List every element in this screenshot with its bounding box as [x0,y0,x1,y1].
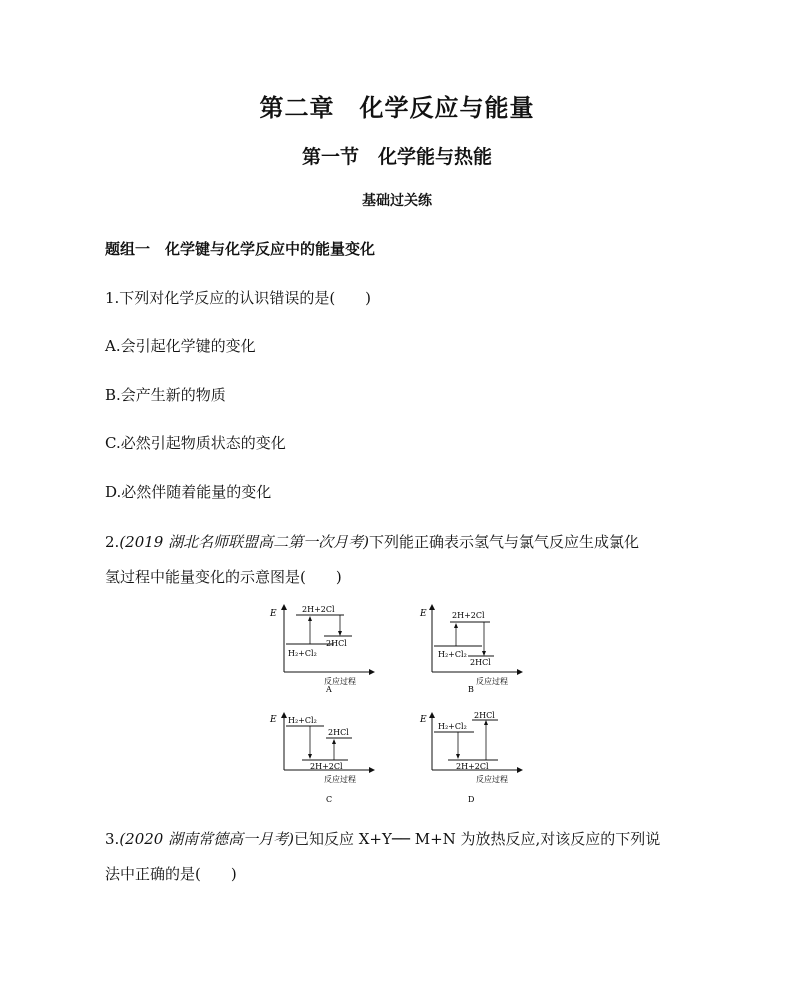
energy-axis-label: E [270,715,277,725]
reactant-label: H₂+Cl₂ [438,722,467,731]
q1-stem: 1.下列对化学反应的认识错误的是( ) [105,289,372,307]
q3-line-1 [105,828,660,849]
chapter-title: 第二章 化学反应与能量 [259,94,535,122]
atoms-label: 2H+2Cl [302,605,335,614]
diagram-label-a: A [326,685,332,694]
q2-source: (2019 湖北名师联盟高二第一次月考) [119,533,369,551]
reactant-label: H₂+Cl₂ [288,716,317,725]
q3-stem-rest: 已知反应 X+Y── M+N 为放热反应,对该反应的下列说 [293,830,661,848]
progress-axis-label: 反应过程 [324,677,356,686]
q1-option-a: A.会引起化学键的变化 [105,337,256,355]
q2-line-1 [105,531,639,552]
product-label: 2HCl [470,658,491,667]
atoms-label: 2H+2Cl [456,762,489,771]
energy-diagram-a [262,602,377,694]
diagram-label-c: C [326,795,333,804]
product-label: 2HCl [474,711,495,720]
q2-line-2: 氢过程中能量变化的示意图是( ) [105,568,342,586]
energy-axis-label: E [420,715,427,725]
progress-axis-label: 反应过程 [476,775,508,784]
q2-stem-rest: 下列能正确表示氢气与氯气反应生成氯化 [368,533,639,551]
question-group-heading: 题组一 化学键与化学反应中的能量变化 [105,240,376,258]
energy-axis-label: E [420,609,427,619]
reactant-label: H₂+Cl₂ [438,650,467,659]
subsection-title: 基础过关练 [362,193,432,209]
section-title: 第一节 化学能与热能 [301,146,492,168]
energy-diagram-d [418,710,533,806]
energy-axis-label: E [270,609,277,619]
progress-axis-label: 反应过程 [324,775,356,784]
q1-option-b: B.会产生新的物质 [105,386,226,404]
q3-source: (2020 湖南常德高一月考) [119,830,294,848]
energy-diagram-b [418,602,533,694]
reactant-label: H₂+Cl₂ [288,649,317,658]
q3-number: 3. [105,830,120,848]
product-label: 2HCl [328,728,349,737]
q3-line-2: 法中正确的是( ) [105,865,237,883]
progress-axis-label: 反应过程 [476,677,508,686]
atoms-label: 2H+2Cl [310,762,343,771]
diagram-label-b: B [468,685,474,694]
energy-diagram-c [262,710,377,806]
q1-option-d: D.必然伴随着能量的变化 [105,483,272,501]
diagram-label-d: D [468,795,475,804]
product-label: 2HCl [326,639,347,648]
atoms-label: 2H+2Cl [452,611,485,620]
q1-option-c: C.必然引起物质状态的变化 [105,434,286,452]
q2-number: 2. [105,533,120,551]
